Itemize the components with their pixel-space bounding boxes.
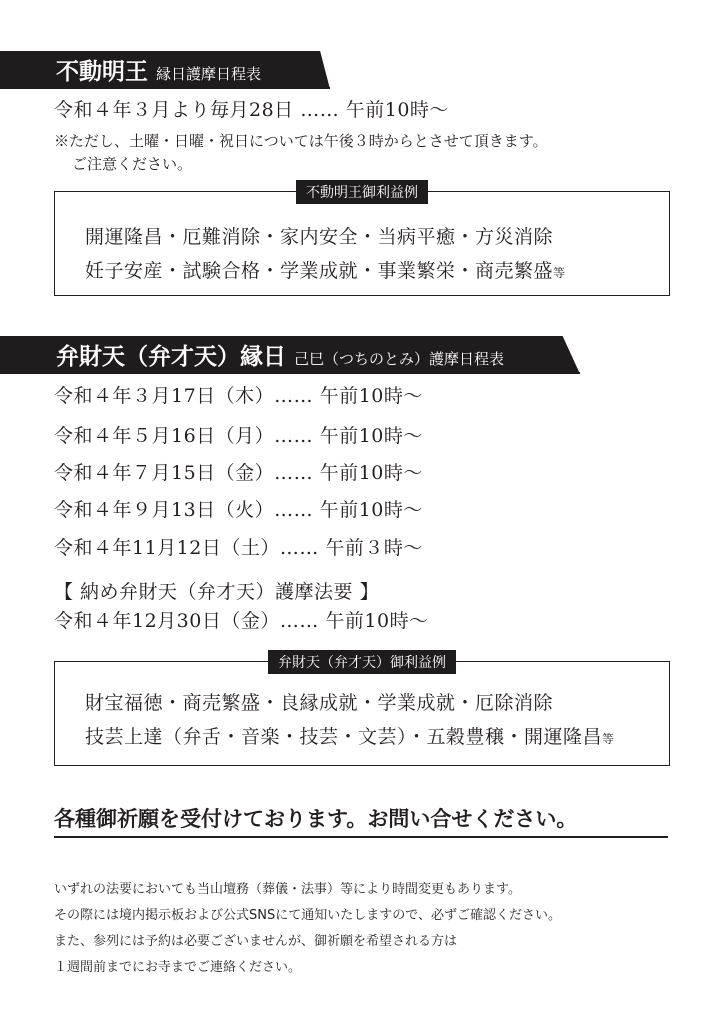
footer-line-4: １週間前までにお寺までご連絡ください。 [54, 960, 302, 975]
fudo-banner [0, 51, 350, 89]
benzaiten-final-date: 令和４年12月30日（金）…… 午前10時～ [54, 610, 429, 632]
fudo-benefits-line2: 妊子安産・試験合格・学業成就・事業繁栄・商売繁盛 [85, 260, 554, 282]
footer-line-2: その際には境内掲示板および公式SNSにて通知いたしますので、必ずご確認ください。 [54, 908, 561, 923]
fudo-benefits-etc: 等 [553, 266, 566, 280]
fudo-schedule: 令和４年３月より毎月28日 …… 午前10時～ [54, 99, 449, 121]
prayer-headline: 各種御祈願を受付けております。お問い合せください。 [54, 806, 578, 831]
fudo-title: 不動明王 [56, 58, 148, 85]
benzaiten-benefits-line2: 技芸上達（弁舌・音楽・技芸・文芸）・五穀豊穣・開運隆昌 [85, 726, 603, 748]
headline-underline [54, 836, 668, 838]
benzaiten-banner [0, 336, 600, 374]
fudo-subtitle: 縁日護摩日程表 [156, 65, 262, 83]
benzaiten-date-5: 令和４年11月12日（土）…… 午前３時～ [54, 537, 423, 559]
benzaiten-benefits-line2-wrap [85, 722, 615, 749]
fudo-benefits-line2-wrap [85, 256, 566, 283]
benzaiten-date-3: 令和４年７月15日（金）…… 午前10時～ [54, 462, 423, 484]
footer-line-1: いずれの法要においても当山壇務（葬儀・法事）等により時間変更もあります。 [54, 882, 521, 897]
fudo-note-line1: ※ただし、土曜・日曜・祝日については午後３時からとさせて頂きます。 [54, 132, 548, 150]
benzaiten-benefits-line1: 財宝福徳・商売繁盛・良縁成就・学業成就・厄除消除 [85, 692, 554, 714]
footer-line-3: また、参列には予約は必要ございませんが、御祈願を希望される方は [54, 934, 458, 949]
benzaiten-date-2: 令和４年５月16日（月）…… 午前10時～ [54, 425, 423, 447]
fudo-benefits-label: 不動明王御利益例 [296, 180, 428, 204]
benzaiten-benefits-box [54, 655, 670, 766]
benzaiten-benefits-etc: 等 [602, 732, 615, 746]
fudo-benefits-box [54, 185, 670, 296]
fudo-note-line2: ご注意ください。 [72, 155, 193, 173]
benzaiten-subtitle: 己巳（つちのとみ）護摩日程表 [294, 350, 505, 368]
benzaiten-date-1: 令和４年３月17日（木）…… 午前10時～ [54, 385, 423, 407]
benzaiten-title: 弁財天（弁才天）縁日 [56, 343, 286, 370]
benzaiten-final-title: 【 納め弁財天（弁才天）護摩法要 】 [54, 581, 380, 603]
benzaiten-benefits-label: 弁財天（弁才天）御利益例 [268, 650, 456, 674]
benzaiten-date-4: 令和４年９月13日（火）…… 午前10時～ [54, 499, 423, 521]
fudo-benefits-line1: 開運隆昌・厄難消除・家内安全・当病平癒・方災消除 [85, 226, 554, 248]
